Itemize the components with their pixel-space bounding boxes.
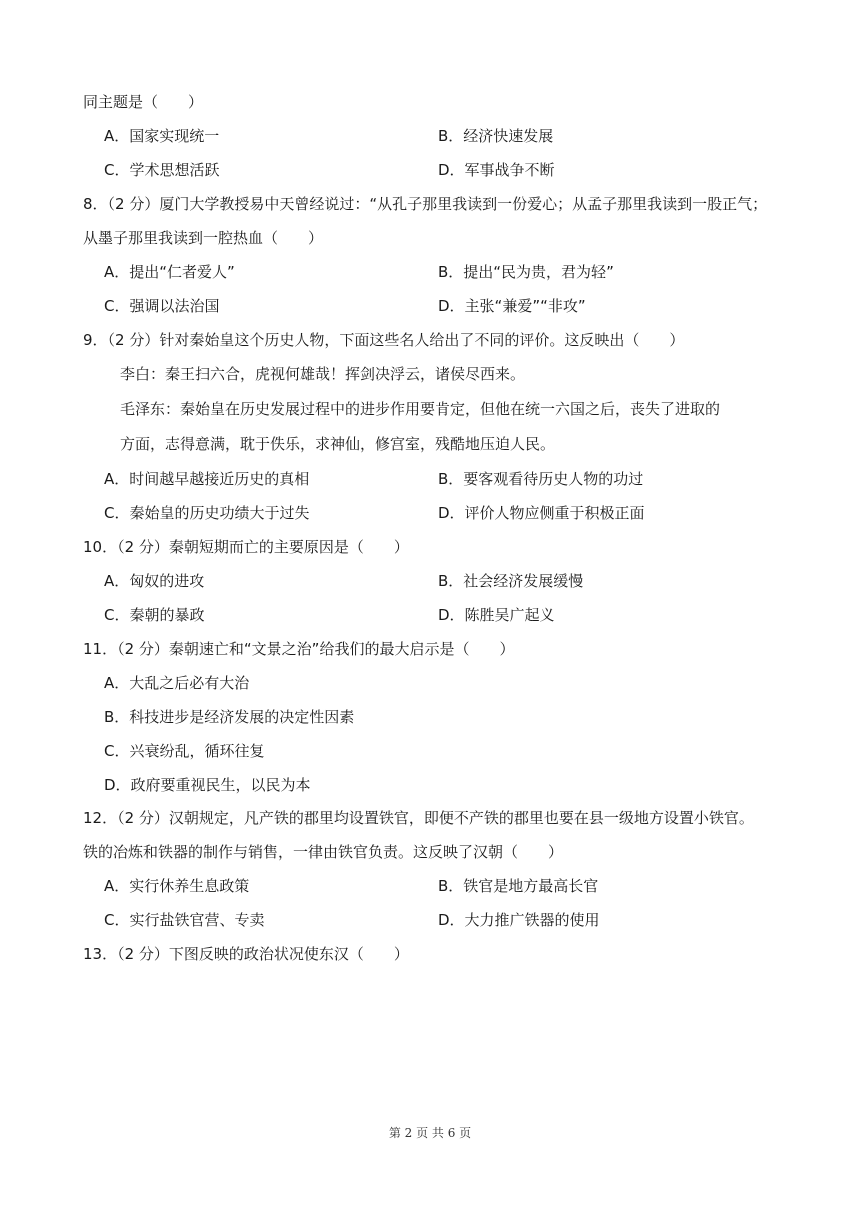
q10-option-d[interactable]: D．陈胜吴广起义 [438, 606, 555, 624]
q12-option-b[interactable]: B．铁官是地方最高长官 [438, 877, 599, 895]
q11-stem: 11．（2 分）秦朝速亡和“文景之治”给我们的最大启示是（ ） [83, 640, 515, 658]
q13-stem: 13．（2 分）下图反映的政治状况使东汉（ ） [83, 945, 409, 963]
q9-quote-libai: 李白：秦王扫六合，虎视何雄哉！挥剑决浮云，诸侯尽西来。 [120, 365, 526, 383]
q9-quote-mao-line1: 毛泽东：秦始皇在历史发展过程中的进步作用要肯定，但他在统一六国之后，丧失了进取的 [120, 400, 721, 418]
q11-option-b[interactable]: B．科技进步是经济发展的决定性因素 [104, 708, 355, 726]
page-number: 第 2 页 共 6 页 [388, 1126, 472, 1140]
q11-option-a[interactable]: A．大乱之后必有大治 [104, 674, 250, 692]
q11-option-c[interactable]: C．兴衰纷乱，循环往复 [104, 742, 265, 760]
q10-option-c[interactable]: C．秦朝的暴政 [104, 606, 205, 624]
q8-stem-line1: 8．（2 分）厦门大学教授易中天曾经说过：“从孔子那里我读到一份爱心；从孟子那里我读到一股正气； [83, 195, 768, 213]
q9-option-a[interactable]: A．时间越早越接近历史的真相 [104, 470, 310, 488]
q8-option-b[interactable]: B．提出“民为贵，君为轻” [438, 263, 614, 281]
q12-option-a[interactable]: A．实行休养生息政策 [104, 877, 250, 895]
q8-option-a[interactable]: A．提出“仁者爱人” [104, 263, 235, 281]
q7-option-d[interactable]: D．军事战争不断 [438, 161, 555, 179]
q9-option-c[interactable]: C．秦始皇的历史功绩大于过失 [104, 504, 310, 522]
q10-option-b[interactable]: B．社会经济发展缓慢 [438, 572, 584, 590]
q9-option-d[interactable]: D．评价人物应侧重于积极正面 [438, 504, 645, 522]
q11-option-d[interactable]: D．政府要重视民生，以民为本 [104, 776, 311, 794]
q12-stem-line1: 12．（2 分）汉朝规定，凡产铁的郡里均设置铁官，即便不产铁的郡里也要在县一级地方设置小铁官。 [83, 809, 754, 827]
q9-quote-mao-line2: 方面，志得意满，耽于佚乐，求神仙，修宫室，残酷地压迫人民。 [120, 435, 556, 453]
q10-stem: 10．（2 分）秦朝短期而亡的主要原因是（ ） [83, 538, 409, 556]
q7-option-c[interactable]: C．学术思想活跃 [104, 161, 220, 179]
q12-option-d[interactable]: D．大力推广铁器的使用 [438, 911, 600, 929]
q7-option-a[interactable]: A．国家实现统一 [104, 127, 220, 145]
q9-stem: 9．（2 分）针对秦始皇这个历史人物，下面这些名人给出了不同的评价。这反映出（ ） [83, 331, 685, 349]
q8-option-d[interactable]: D．主张“兼爱”“非攻” [438, 297, 586, 315]
q7-option-b[interactable]: B．经济快速发展 [438, 127, 554, 145]
q8-stem-line2: 从墨子那里我读到一腔热血（ ） [83, 229, 324, 247]
q9-option-b[interactable]: B．要客观看待历史人物的功过 [438, 470, 644, 488]
q12-option-c[interactable]: C．实行盐铁官营、专卖 [104, 911, 265, 929]
q12-stem-line2: 铁的冶炼和铁器的制作与销售，一律由铁官负责。这反映了汉朝（ ） [83, 843, 564, 861]
q10-option-a[interactable]: A．匈奴的进攻 [104, 572, 205, 590]
q7-stem-end: 同主题是（ ） [83, 93, 204, 111]
q8-option-c[interactable]: C．强调以法治国 [104, 297, 220, 315]
